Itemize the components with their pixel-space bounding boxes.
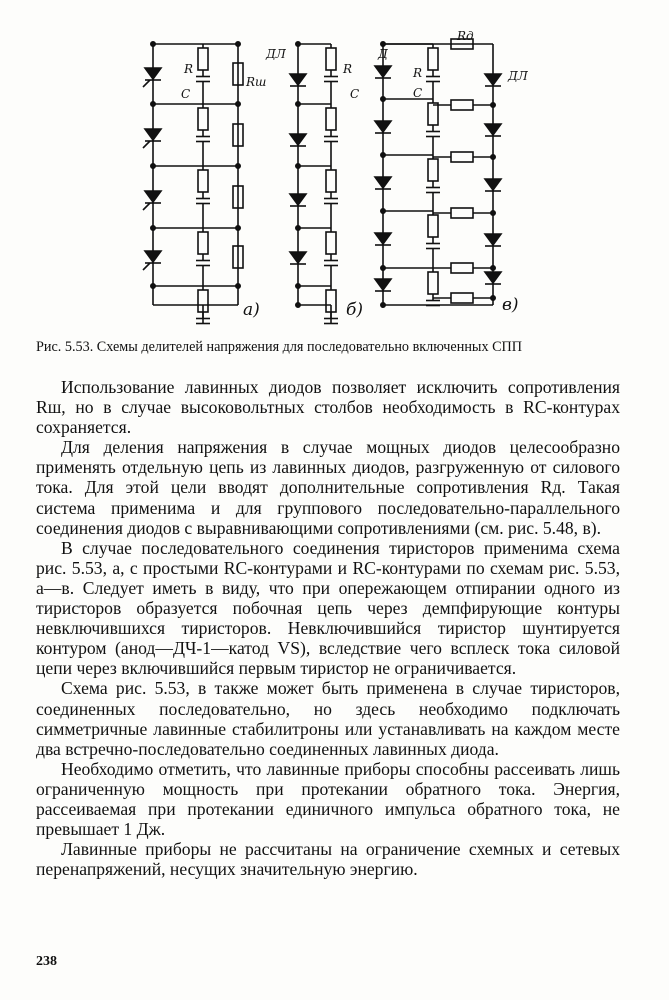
diode-symbol [145, 191, 161, 202]
junction-dot [151, 102, 155, 106]
junction-dot [236, 226, 240, 230]
diode-symbol [145, 251, 161, 262]
resistor-symbol [326, 232, 336, 254]
diode-symbol [290, 252, 306, 263]
junction-dot [491, 103, 495, 107]
junction-dot [491, 296, 495, 300]
resistor-symbol [428, 272, 438, 294]
paragraph: Необходимо отметить, что лавинные приборы способны рассеивать лишь ограниченную мощность при протекании обратного тока. Энергия, рассеиваемая при протекании единичного импульса обратного тока, не превышает 1 Дж. [36, 758, 620, 840]
label-d-v: Д [378, 47, 388, 61]
thyristor-gate [143, 263, 150, 270]
voltage-divider-circuits-figure [0, 0, 669, 330]
junction-dot [151, 164, 155, 168]
junction-dot [151, 42, 155, 46]
diode-symbol [485, 124, 501, 135]
resistor-symbol [428, 215, 438, 237]
diode-symbol [485, 272, 501, 283]
junction-dot [236, 164, 240, 168]
paragraph: Схема рис. 5.53, в также может быть применена в случае тиристоров, соединенных последовательно, но здесь необходимо подключать симметричные лавинные стабилитроны или устанавливать на каждом месте два встречно-последовательно соединенных лавинных диода. [36, 678, 620, 759]
resistor-symbol [198, 48, 208, 70]
paragraph: Использование лавинных диодов позволяет исключить сопротивления Rш, но в случае высоковольтных столбов необходимость в RC-контурах сохраняется. [36, 377, 620, 438]
label-dl-b: ДЛ [266, 47, 286, 61]
label-rd: Rд [457, 29, 474, 43]
diode-symbol [375, 177, 391, 188]
resistor-symbol [451, 152, 473, 162]
thyristor-gate [143, 203, 150, 210]
junction-dot [296, 102, 300, 106]
diode-symbol [485, 179, 501, 190]
resistor-symbol [326, 48, 336, 70]
resistor-symbol [198, 170, 208, 192]
thyristor-gate [143, 141, 150, 148]
thyristor-gate [143, 80, 150, 87]
body-text [36, 377, 620, 879]
circuit-drawing [143, 39, 501, 324]
resistor-symbol [428, 103, 438, 125]
junction-dot [296, 164, 300, 168]
label-c-a: C [181, 87, 191, 101]
diode-symbol [290, 74, 306, 85]
subfigure-label-b: б) [346, 300, 364, 320]
diode-symbol [375, 233, 391, 244]
diode-symbol [290, 194, 306, 205]
diode-symbol [375, 66, 391, 77]
paragraph: Лавинные приборы не рассчитаны на ограничение схемных и сетевых перенапряжений, несущих значительную энергию. [36, 839, 620, 880]
junction-dot [151, 226, 155, 230]
resistor-symbol [198, 232, 208, 254]
label-rsh: Rш [246, 75, 267, 89]
resistor-symbol [451, 263, 473, 273]
resistor-symbol [451, 100, 473, 110]
resistor-symbol [451, 208, 473, 218]
page-number: 238 [36, 954, 57, 969]
junction-dot [491, 266, 495, 270]
subfigure-label-v: в) [502, 295, 519, 315]
diode-symbol [375, 279, 391, 290]
label-r-a: R [184, 62, 194, 76]
junction-dot [236, 42, 240, 46]
junction-dot [236, 102, 240, 106]
label-c-b: C [350, 87, 360, 101]
label-r-b: R [343, 62, 353, 76]
diode-symbol [485, 74, 501, 85]
label-dl-v: ДЛ [508, 69, 528, 83]
label-c-v: C [413, 86, 423, 100]
subfigure-label-a: а) [243, 300, 260, 320]
resistor-symbol [451, 293, 473, 303]
label-r-v: R [413, 66, 423, 80]
paragraph: Для деления напряжения в случае мощных диодов целесообразно применять отдельную цепь из лавинных диодов, разгруженную от силового тока. Для этой цели вводят дополнительные сопротивления Rд. Такая система применима и для группового последовательно-параллельного соединения диодов с выравнивающими сопротивлениями (см. рис. 5.48, в). [36, 437, 620, 538]
figure-caption: Рис. 5.53. Схемы делителей напряжения для последовательно включенных СПП [36, 339, 523, 355]
diode-symbol [145, 129, 161, 140]
junction-dot [296, 284, 300, 288]
diode-symbol [485, 234, 501, 245]
diode-symbol [145, 68, 161, 79]
paragraph: В случае последовательного соединения тиристоров применима схема рис. 5.53, а, с простыми RC-контурами и RC-контурами по схемам рис. 5.53, а—в. Следует иметь в виду, что при опережающем отпирании одного из тиристоров образуется побочная цепь через демпфирующие контуры невключившихся тиристоров. Невключившийся тиристор шунтируется контуром (анод—ДЧ-1—катод VS), вследствие чего всплеск тока силовой цепи через включившийся первым тиристор не ограничивается. [36, 537, 620, 679]
resistor-symbol [428, 48, 438, 70]
diode-symbol [290, 134, 306, 145]
junction-dot [296, 42, 300, 46]
resistor-symbol [326, 108, 336, 130]
resistor-symbol [428, 159, 438, 181]
resistor-symbol [326, 170, 336, 192]
junction-dot [296, 226, 300, 230]
junction-dot [491, 211, 495, 215]
junction-dot [491, 155, 495, 159]
junction-dot [296, 303, 300, 307]
resistor-symbol [198, 108, 208, 130]
diode-symbol [375, 121, 391, 132]
